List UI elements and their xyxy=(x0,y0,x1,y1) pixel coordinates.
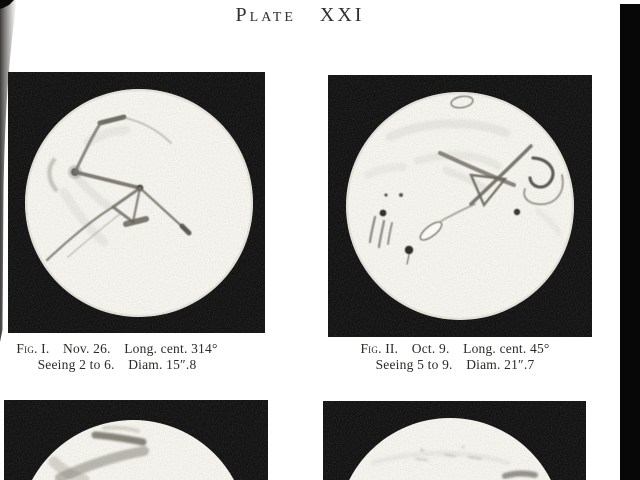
figure-1-seeing: Seeing 2 to 6. xyxy=(37,357,115,372)
figure-1-longitude: Long. cent. 314° xyxy=(124,341,218,356)
figure-1-panel xyxy=(8,72,265,333)
figure-1-diameter: Diam. 15″.8 xyxy=(128,357,197,372)
figure-2-longitude: Long. cent. 45° xyxy=(463,341,550,356)
figure-3-drawing xyxy=(4,400,268,480)
figure-2-seeing: Seeing 5 to 9. xyxy=(375,357,453,372)
page-edge-band xyxy=(620,4,640,480)
figure-1-caption-line-1 xyxy=(0,341,234,357)
figure-2-panel xyxy=(328,75,592,337)
figure-1-caption xyxy=(0,341,234,373)
figure-4-drawing xyxy=(323,401,586,480)
figure-1-drawing xyxy=(8,72,265,333)
figure-3-panel-partial xyxy=(4,400,268,480)
figure-1-label: Fig. I. xyxy=(16,341,50,356)
figure-1-date: Nov. 26. xyxy=(63,341,111,356)
figure-4-panel-partial xyxy=(323,401,586,480)
plate-title: Plate XXI xyxy=(235,4,365,26)
figure-2-label: Fig. II. xyxy=(360,341,399,356)
figure-2-caption-line-1 xyxy=(330,341,580,357)
figure-2-date: Oct. 9. xyxy=(411,341,450,356)
figure-2-caption-line-2 xyxy=(330,357,580,373)
figure-2-drawing xyxy=(328,75,592,337)
figure-2-caption xyxy=(330,341,580,373)
figure-2-diameter: Diam. 21″.7 xyxy=(466,357,535,372)
figure-1-caption-line-2 xyxy=(0,357,234,373)
